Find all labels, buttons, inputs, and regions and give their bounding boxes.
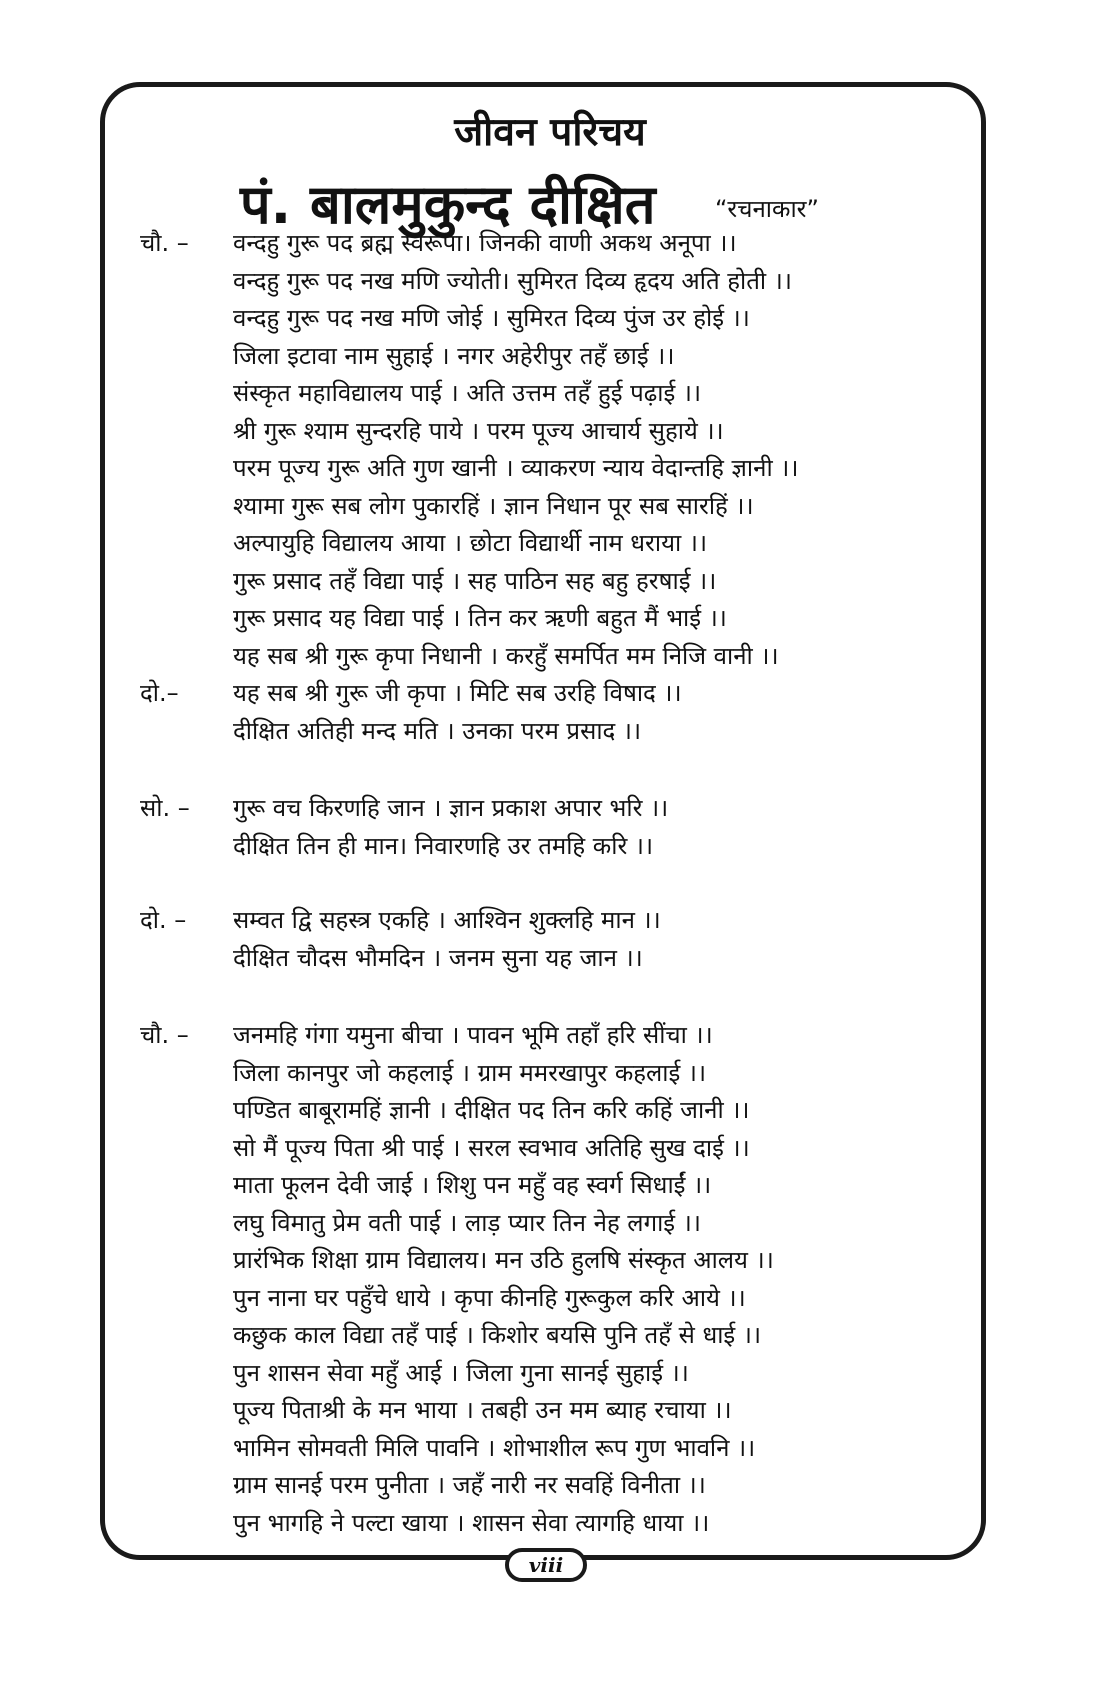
verse-line: श्यामा गुरू सब लोग पुकारहिं । ज्ञान निधान पूर सब सारहिं ।।: [233, 491, 754, 520]
page-heading: जीवन परिचय: [454, 110, 646, 155]
verse-line: पुन शासन सेवा महुँ आई । जिला गुना सानई सुहाई ।।: [233, 1358, 689, 1387]
verse-section: [140, 225, 960, 1542]
verse-line: पूज्य पिताश्री के मन भाया । तबही उन मम ब्याह रचाया ।।: [233, 1396, 732, 1424]
stanza-label: सो. –: [140, 794, 190, 822]
verse-line: दीक्षित चौदस भौमदिन । जनम सुना यह जान ।।: [233, 943, 643, 972]
verse-line: यह सब श्री गुरू कृपा निधानी । करहुँ समर्पित मम निजि वानी ।।: [233, 641, 779, 670]
verse-line: दीक्षित अतिही मन्द मति । उनका परम प्रसाद ।।: [233, 716, 642, 745]
stanza-spacer: [140, 750, 960, 790]
verse-line: अल्पायुहि विद्यालय आया । छोटा विद्यार्थी नाम धराया ।।: [233, 529, 708, 557]
page-number: viii: [528, 1553, 564, 1577]
verse-line: पुन नाना घर पहुँचे धाये । कृपा कीनहि गुरूकुल करि आये ।।: [233, 1283, 746, 1312]
verse-line: ग्राम सानई परम पुनीता । जहँ नारी नर सवहिं विनीता ।।: [233, 1471, 706, 1499]
verse-line: गुरू प्रसाद यह विद्या पाई । तिन कर ऋणी बहुत मैं भाई ।।: [233, 604, 727, 632]
verse-line: भामिन सोमवती मिलि पावनि । शोभाशील रूप गुण भावनि ।।: [233, 1433, 756, 1462]
author-name: पं. बालमुकुन्द दीक्षित: [240, 173, 656, 236]
stanza-spacer: [140, 977, 960, 1017]
header: [0, 108, 1100, 158]
verse-line: वन्दहु गुरू पद नख मणि जोई । सुमिरत दिव्य पुंज उर होई ।।: [233, 304, 750, 332]
verse-line: कछुक काल विद्या तहँ पाई । किशोर बयसि पुनि तहँ से धाई ।।: [233, 1321, 762, 1349]
verse-line: यह सब श्री गुरू जी कृपा । मिटि सब उरहि विषाद ।।: [233, 679, 682, 707]
verse-line: वन्दहु गुरू पद ब्रह्म स्वरूपा। जिनकी वाणी अकथ अनूपा ।।: [233, 229, 737, 257]
verse-line: सो मैं पूज्य पिता श्री पाई । सरल स्वभाव अतिहि सुख दाई ।।: [233, 1133, 750, 1162]
verse-line: माता फूलन देवी जाई । शिशु पन महुँ वह स्वर्ग सिधाईं ।।: [233, 1171, 712, 1199]
verse-line: पुन भागहि ने पल्टा खाया । शासन सेवा त्यागहि धाया ।।: [233, 1508, 710, 1537]
stanza-doha-1: [140, 675, 960, 750]
verse-line: परम पूज्य गुरू अति गुण खानी । व्याकरण न्याय वेदान्तहि ज्ञानी ।।: [233, 454, 799, 482]
verse-line: लघु विमातु प्रेम वती पाई । लाड़ प्यार तिन नेह लगाई ।।: [233, 1208, 701, 1237]
verse-line: गुरू वच किरणहि जान । ज्ञान प्रकाश अपार भरि ।।: [233, 794, 669, 822]
verse-line: प्रारंभिक शिक्षा ग्राम विद्यालय। मन उठि हुलषि संस्कृत आलय ।।: [233, 1246, 774, 1274]
verse-line: जनमहि गंगा यमुना बीचा । पावन भूमि तहाँ हरि सींचा ।।: [233, 1021, 713, 1049]
verse-line: सम्वत द्वि सहस्त्र एकहि । आश्विन शुक्लहि मान ।।: [233, 906, 661, 934]
stanza-label: दो.–: [140, 679, 179, 707]
verse-line: जिला इटावा नाम सुहाई । नगर अहेरीपुर तहँ छाई ।।: [233, 341, 675, 370]
verse-line: श्री गुरू श्याम सुन्दरहि पाये । परम पूज्य आचार्य सुहाये ।।: [233, 416, 724, 445]
page-number-badge: [505, 1548, 587, 1582]
stanza-doha-2: [140, 902, 960, 977]
stanza-chaupai-2: [140, 1017, 960, 1542]
stanza-spacer: [140, 865, 960, 902]
verse-line: पण्डित बाबूरामहिं ज्ञानी । दीक्षित पद तिन करि कहिं जानी ।।: [233, 1096, 750, 1124]
author-role: “रचनाकार”: [715, 195, 819, 223]
verse-line: गुरू प्रसाद तहँ विद्या पाई । सह पाठिन सह बहु हरषाई ।।: [233, 566, 717, 595]
verse-line: संस्कृत महाविद्यालय पाई । अति उत्तम तहँ हुई पढ़ाई ।।: [233, 379, 702, 407]
verse-line: जिला कानपुर जो कहलाई । ग्राम ममरखापुर कहलाई ।।: [233, 1058, 707, 1087]
stanza-label: चौ. –: [140, 229, 189, 257]
verse-line: दीक्षित तिन ही मान। निवारणहि उर तमहि करि ।।: [233, 831, 654, 860]
stanza-chaupai-1: [140, 225, 960, 675]
stanza-label: चौ. –: [140, 1021, 189, 1049]
verse-line: वन्दहु गुरू पद नख मणि ज्योती। सुमिरत दिव्य हृदय अति होती ।।: [233, 266, 792, 295]
stanza-soratha: [140, 790, 960, 865]
stanza-label: दो. –: [140, 906, 187, 934]
